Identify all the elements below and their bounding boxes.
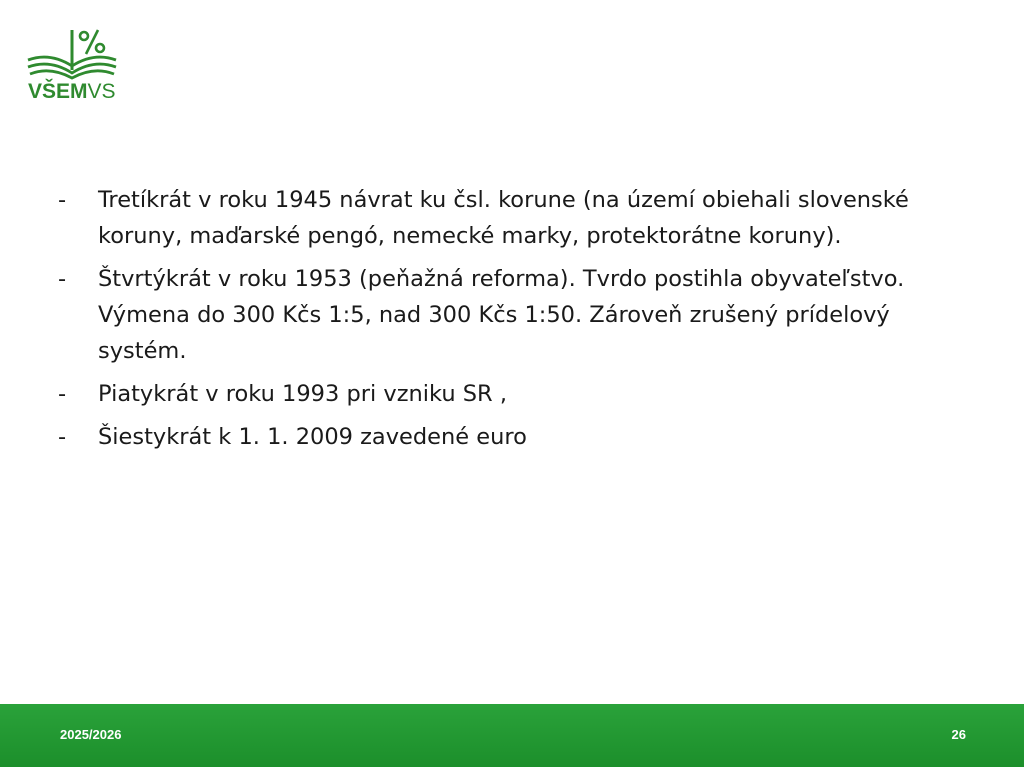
book-percent-icon: [26, 26, 118, 80]
footer-bar: [0, 704, 1024, 767]
bullet-marker: -: [58, 424, 67, 450]
list-item: [58, 182, 948, 254]
list-item: [58, 376, 948, 412]
logo-wordmark: [28, 80, 116, 104]
bullet-list: [58, 182, 948, 462]
bullet-text: Štvrtýkrát v roku 1953 (peňažná reforma). Tvrdo postihla obyvateľstvo. Výmena do 300 Kčs 1:5, nad 300 Kčs 1:50. Zároveň zrušený prídelový systém.: [98, 266, 905, 364]
bullet-marker: -: [58, 187, 67, 213]
bullet-text: Šiestykrát k 1. 1. 2009 zavedené euro: [98, 424, 527, 450]
bullet-marker: -: [58, 266, 67, 292]
bullet-marker: -: [58, 381, 67, 407]
logo-brand-part1: VŠEM: [28, 80, 88, 103]
logo-brand-part2: VS: [87, 80, 116, 103]
vsemvs-logo: [26, 26, 118, 106]
footer-academic-year: 2025/2026: [60, 727, 122, 742]
slide-page-number: 26: [951, 727, 966, 742]
list-item: [58, 261, 948, 369]
list-item: [58, 419, 948, 455]
bullet-text: Tretíkrát v roku 1945 návrat ku čsl. korune (na území obiehali slovenské koruny, maďarské pengó, nemecké marky, protektorátne koruny).: [98, 187, 909, 249]
bullet-text: Piatykrát v roku 1993 pri vzniku SR ,: [98, 381, 507, 407]
